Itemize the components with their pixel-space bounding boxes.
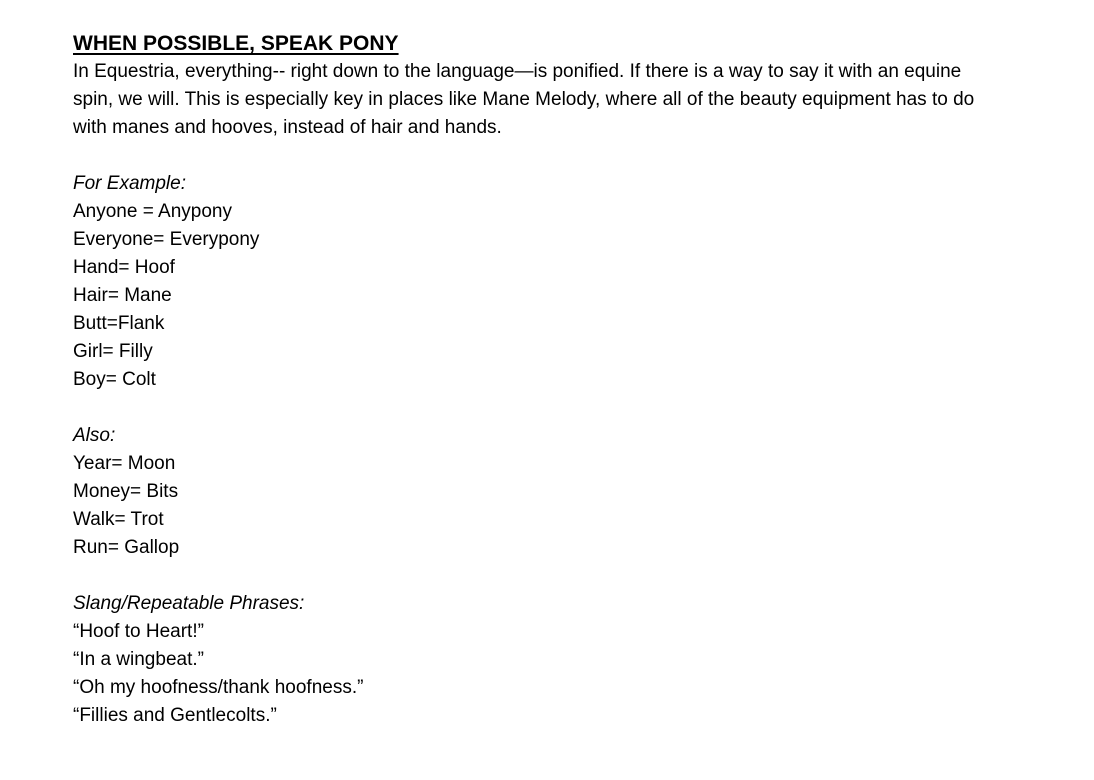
list-item: Anyone = Anypony xyxy=(73,201,232,222)
also-list xyxy=(73,450,1033,562)
examples-label: For Example: xyxy=(73,173,186,194)
list-item: Money= Bits xyxy=(73,481,179,502)
slang-label: Slang/Repeatable Phrases: xyxy=(73,593,305,614)
list-item: Hair= Mane xyxy=(73,285,172,306)
list-item: Butt=Flank xyxy=(73,313,165,334)
list-item: Boy= Colt xyxy=(73,369,156,390)
slang-list xyxy=(73,618,1033,730)
page-title: WHEN POSSIBLE, SPEAK PONY xyxy=(73,32,399,55)
list-item: “Fillies and Gentlecolts.” xyxy=(73,705,277,726)
list-item: Walk= Trot xyxy=(73,509,164,530)
list-item: Everyone= Everypony xyxy=(73,229,260,250)
document-page xyxy=(73,30,1033,730)
list-item: Year= Moon xyxy=(73,453,176,474)
intro-paragraph: In Equestria, everything-- right down to the language—is ponified. If there is a way to say it with an equine spin, we will. This is especially key in places like Mane Melody, where all of the beauty equipment has to do with manes and hooves, instead of hair and hands. xyxy=(73,61,975,138)
list-item: “In a wingbeat.” xyxy=(73,649,204,670)
list-item: Hand= Hoof xyxy=(73,257,175,278)
spacer xyxy=(73,142,1033,170)
list-item: “Hoof to Heart!” xyxy=(73,621,204,642)
list-item: “Oh my hoofness/thank hoofness.” xyxy=(73,677,364,698)
spacer xyxy=(73,562,1033,590)
also-label: Also: xyxy=(73,425,116,446)
examples-list xyxy=(73,198,1033,394)
list-item: Run= Gallop xyxy=(73,537,180,558)
list-item: Girl= Filly xyxy=(73,341,153,362)
spacer xyxy=(73,394,1033,422)
